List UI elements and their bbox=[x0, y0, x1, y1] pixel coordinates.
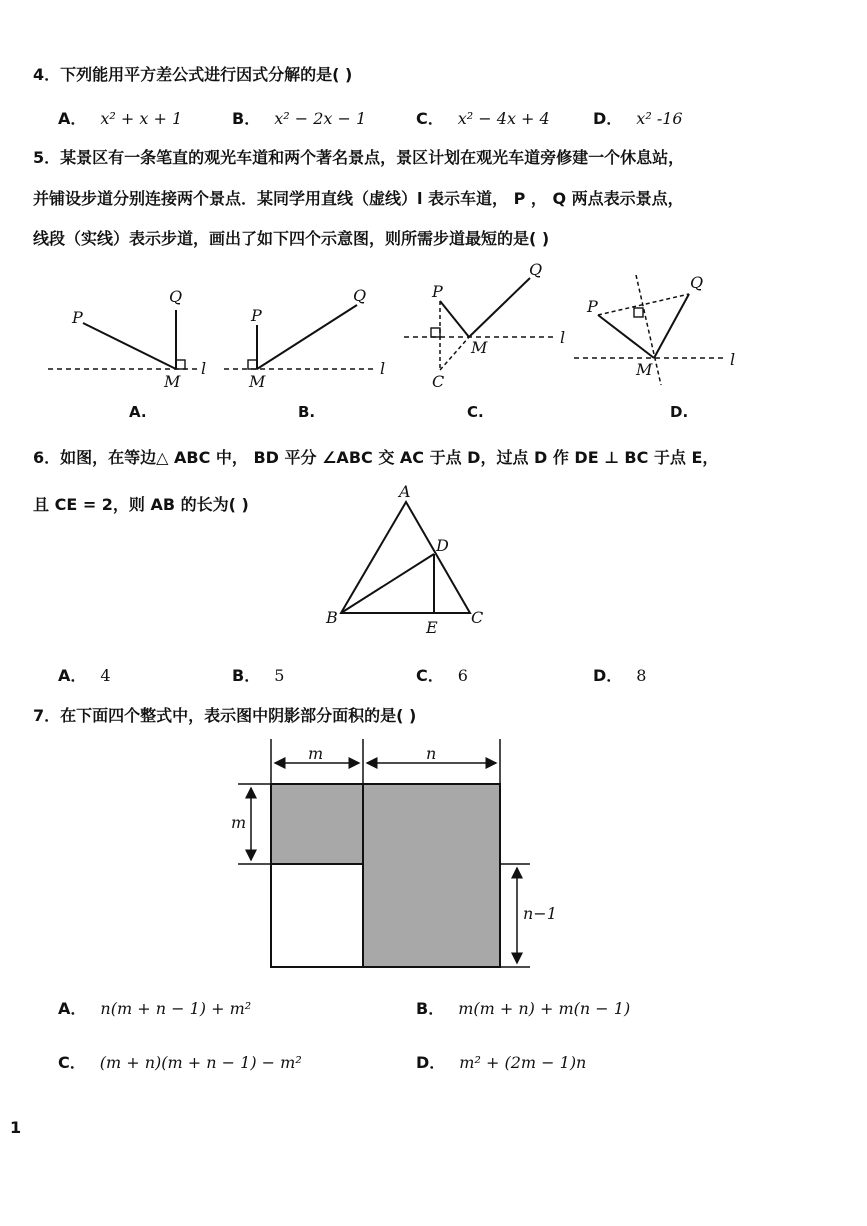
q7-option-d: D． m² + (2m − 1)n bbox=[416, 1053, 587, 1072]
q5-figure-b bbox=[224, 286, 385, 391]
point-d: D bbox=[436, 536, 449, 555]
dim-left: m bbox=[231, 813, 247, 832]
point-q: Q bbox=[690, 273, 704, 292]
q7-option-b: B． m(m + n) + m(n − 1) bbox=[416, 999, 631, 1018]
point-c: C bbox=[432, 372, 445, 391]
point-q: Q bbox=[529, 260, 543, 279]
q6-line1: 6．如图，在等边△ ABC 中， BD 平分 ∠ABC 交 AC 于点 D，过点 D 作 DE ⊥ BC 于点 E， bbox=[33, 448, 719, 467]
shaded-square bbox=[271, 784, 363, 864]
point-b: B bbox=[326, 608, 338, 627]
line-l: l bbox=[380, 359, 386, 378]
point-m: M bbox=[164, 372, 181, 391]
point-a: A bbox=[399, 482, 411, 501]
dim-top-left: m bbox=[308, 744, 324, 763]
q5-figure-c bbox=[404, 260, 565, 391]
q7-area-figure bbox=[220, 735, 560, 980]
point-m: M bbox=[249, 372, 266, 391]
q6-triangle-figure bbox=[310, 478, 510, 643]
q5-label-b: B. bbox=[298, 403, 316, 421]
q5-figure-d bbox=[574, 273, 735, 385]
q4-option-b: B． x² − 2x − 1 bbox=[232, 109, 367, 128]
line-l: l bbox=[201, 359, 207, 378]
q5-label-d: D. bbox=[670, 403, 689, 421]
q7-stem: 7．在下面四个整式中，表示图中阴影部分面积的是( ) bbox=[33, 706, 417, 725]
q7-option-c: C． (m + n)(m + n − 1) − m² bbox=[58, 1053, 302, 1072]
q5-line3: 线段（实线）表示步道，画出了如下四个示意图，则所需步道最短的是( ) bbox=[33, 229, 550, 248]
q4-option-a: A． x² + x + 1 bbox=[58, 109, 183, 128]
page-number: 1 bbox=[10, 1118, 22, 1137]
q5-figure-a bbox=[48, 287, 206, 391]
q7-option-a: A． n(m + n − 1) + m² bbox=[58, 999, 252, 1018]
point-e: E bbox=[426, 618, 438, 637]
point-m: M bbox=[636, 360, 653, 379]
point-p: P bbox=[587, 297, 598, 316]
point-c: C bbox=[471, 608, 484, 627]
line-l: l bbox=[730, 350, 736, 369]
point-q: Q bbox=[353, 286, 367, 305]
point-p: P bbox=[432, 282, 443, 301]
q5-line2: 并铺设步道分别连接两个景点．某同学用直线（虚线）l 表示车道， P ， Q 两点表示景点， bbox=[33, 189, 684, 208]
q6-option-a: A． 4 bbox=[58, 666, 111, 685]
point-m: M bbox=[471, 338, 488, 357]
q5-label-a: A. bbox=[129, 403, 147, 421]
q6-option-c: C． 6 bbox=[416, 666, 468, 685]
point-q: Q bbox=[169, 287, 183, 306]
q6-option-d: D． 8 bbox=[593, 666, 647, 685]
q6-option-b: B． 5 bbox=[232, 666, 285, 685]
point-p: P bbox=[72, 308, 83, 327]
point-p: P bbox=[251, 306, 262, 325]
dim-right: n−1 bbox=[523, 904, 557, 923]
shaded-rectangle bbox=[363, 784, 500, 967]
q6-line2: 且 CE = 2，则 AB 的长为( ) bbox=[33, 495, 249, 514]
dim-top-right: n bbox=[426, 744, 437, 763]
q5-label-c: C. bbox=[467, 403, 484, 421]
q4-stem: 4．下列能用平方差公式进行因式分解的是( ) bbox=[33, 65, 353, 84]
q4-option-d: D． x² -16 bbox=[593, 109, 683, 128]
line-l: l bbox=[560, 328, 566, 347]
q5-line1: 5．某景区有一条笔直的观光车道和两个著名景点，景区计划在观光车道旁修建一个休息站， bbox=[33, 148, 685, 167]
q4-option-c: C． x² − 4x + 4 bbox=[416, 109, 550, 128]
